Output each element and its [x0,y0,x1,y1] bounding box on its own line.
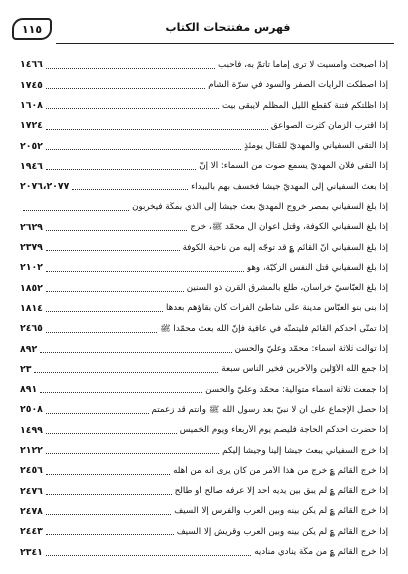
entry-opening-phrase: إذا جمع الله الأوّلين والآخرين فخير الناس سبعة [221,364,388,375]
dotted-leader [46,494,172,495]
page-title: فهرس مفتتحات الكتاب [165,21,291,34]
entry-opening-phrase: إذا اقترب الزمان كثرت الصواعق [270,120,388,131]
index-entries-list [20,55,388,562]
page-number: ١١٥ [21,22,43,36]
entry-opening-phrase: إذا حصل الإجماع على أن لا نبيّ بعد رسول الله ﷺ وأنتم قد زعمتم [151,404,388,415]
entry-hadith-number: ٨٩١ [20,384,38,396]
entry-opening-phrase: إذا خرج القائم ؏ لم يكن بينه وبين العرب وقريش إلّا السيف [176,526,388,537]
index-entry-row [20,116,388,136]
dotted-leader [46,291,184,292]
entry-hadith-number: ١٨١٤ [20,303,43,314]
entry-hadith-number: ٢٥٠٨ [20,404,43,416]
entry-hadith-number: ٢٠٥٢ [20,140,43,152]
index-entry-row [20,400,388,420]
index-entry-row [20,278,388,298]
entry-opening-phrase: إذا التقى فلان المهديّ يسمع صوت من السماء: ألا إنّ [199,161,388,172]
entry-hadith-number: ١٦٠٨ [20,100,43,112]
dotted-leader [46,108,219,109]
entry-opening-phrase: إذا بلغ السفياني بمصر خروج المهديّ بعث جيشاً إلى الّذي بمكّة فيخربون [132,202,388,212]
dotted-leader [46,311,163,312]
entry-hadith-number: ٢٣٧٩ [20,242,43,254]
index-entry-row [20,217,388,237]
index-entry-row [20,238,388,258]
dotted-leader [34,372,218,373]
entry-opening-phrase: إذا حضرت أحدكم الحاجة فليصم يوم الأربعاء ويوم الخميس [179,425,388,436]
entry-hadith-number: ١٤٩٩ [20,424,43,436]
dotted-leader [46,332,157,333]
index-entry-row [20,542,388,562]
index-entry-row [20,55,388,75]
index-entry-row [20,522,388,542]
entry-opening-phrase: إذا خرج القائم ؏ من مكّة ينادي مناديه [254,547,388,558]
entry-opening-phrase: إذا بلغ السفياني أنّ القائم ؏ قد توجّه إليه من ناحية الكوفة [182,242,388,253]
entry-hadith-number: ٢١٠٢ [20,262,43,274]
dotted-leader [23,210,129,211]
entry-opening-phrase: إذا بلغ العبّاسيّ خراسان، طلع بالمشرق القرن ذو السنين [186,283,388,294]
entry-hadith-number: ٢٤٥٦ [20,465,43,477]
page-number-ornament [12,18,52,40]
index-entry-row [20,156,388,176]
index-entry-row [20,258,388,278]
entry-hadith-number: ١٨٥٢ [20,282,43,294]
entry-opening-phrase: إذا خرج القائم ؏ لم يبق بين يديه أحد إلّا عرفه صالح أو طالح [174,486,388,497]
entry-opening-phrase: إذا بنى بنو العبّاس مدينة على شاطئ الفرات كان بقاؤهم بعدها [166,303,388,314]
dotted-leader [46,149,241,150]
dotted-leader [46,413,149,414]
entry-hadith-number: ٢٤٧٨ [20,505,43,517]
dotted-leader [46,129,268,130]
entry-opening-phrase: إذا بلغ السفياني الكوفة، وقتل أعوان آل محمّد ﷺ، خرج [190,222,388,233]
dotted-leader [46,514,171,515]
index-entry-row [20,502,388,522]
dotted-leader [46,68,215,69]
entry-opening-phrase: إذا أصبحت وأمسيت لا ترى إماماً تأتمّ به، فأحبب [218,59,388,70]
entry-opening-phrase: إذا خرج القائم ؏ خرج من هذا الأمر من كان يرى أنه من أهله [173,465,388,476]
index-entry-row [20,75,388,95]
index-entry-row [20,197,388,217]
dotted-leader [40,392,202,393]
dotted-leader [46,250,180,251]
header-divider [56,43,394,44]
index-entry-row [20,461,388,481]
entry-hadith-number: ٢٣٤١ [20,546,43,558]
entry-hadith-number: ٢١٢٢ [20,445,43,457]
index-entry-row [20,299,388,319]
entry-opening-phrase: إذا أظلّتكم فتنة كقطع اللّيل المظلم لايبقى بيت [222,100,388,111]
dotted-leader [46,453,219,454]
index-entry-row [20,136,388,156]
entry-opening-phrase: إذا التقى السفياني والمهديّ للقتال يومئذٍ [244,141,388,152]
entry-hadith-number: ١٧٢٤ [20,120,43,132]
dotted-leader [46,169,196,170]
index-entry-row [20,359,388,379]
entry-opening-phrase: إذا بلغ السفياني قتل النفس الزكيّة، وهو [246,262,388,273]
index-entry-row [20,420,388,440]
dotted-leader [46,555,251,556]
dotted-leader [46,88,205,89]
entry-hadith-number: ٢٤٦٥ [20,323,43,335]
index-entry-row [20,339,388,359]
dotted-leader [46,474,170,475]
entry-opening-phrase: إذا توالت ثلاثة أسماء: محمّد وعليّ والحسن [234,344,388,355]
page-header [12,16,394,46]
dotted-leader [46,230,187,231]
index-entry-row [20,319,388,339]
index-entry-row [20,441,388,461]
entry-opening-phrase: إذا جمعت ثلاثة أسماء متوالية: محمّد وعليّ والحسن [205,384,388,395]
index-entry-row [20,177,388,197]
entry-hadith-number: ١٧٤٥ [20,79,43,91]
entry-hadith-number: ٢٤٧٦ [20,485,43,497]
entry-hadith-number: ٢٤٤٣ [20,526,43,538]
entry-opening-phrase: إذا تمنّى أحدكم القائم فليتمنّه في عافية فإنّ الله بعث محمّداً ﷺ [160,323,388,334]
entry-hadith-number: ٢٦٢٩ [20,221,43,233]
index-entry-row [20,96,388,116]
dotted-leader [72,189,188,190]
dotted-leader [46,271,244,272]
index-entry-row [20,380,388,400]
dotted-leader [46,433,177,434]
entry-opening-phrase: إذا بعث السفياني إلى المهديّ جيشاً فخسف بهم بالبيداء [191,181,388,192]
dotted-leader [46,534,174,535]
dotted-leader [40,352,231,353]
entry-opening-phrase: إذا خرج السفياني يبعث جيشاً إلينا وجيشاً إليكم [222,445,388,456]
entry-opening-phrase: إذا خرج القائم ؏ لم يكن بينه وبين العرب والفرس إلّا السيف [174,506,388,517]
entry-opening-phrase: إذا اصطكت الرايات الصفر والسود في سرّة الشام [208,80,388,91]
entry-hadith-number: ١٤٦٦ [20,59,43,71]
entry-hadith-number: ٨٩٢ [20,343,38,355]
entry-hadith-number: ٢٠٧٦،٢٠٧٧ [20,181,70,193]
entry-hadith-number: ١٩٤٦ [20,160,43,172]
index-entry-row [20,481,388,501]
entry-hadith-number: ٢٣ [20,363,32,375]
